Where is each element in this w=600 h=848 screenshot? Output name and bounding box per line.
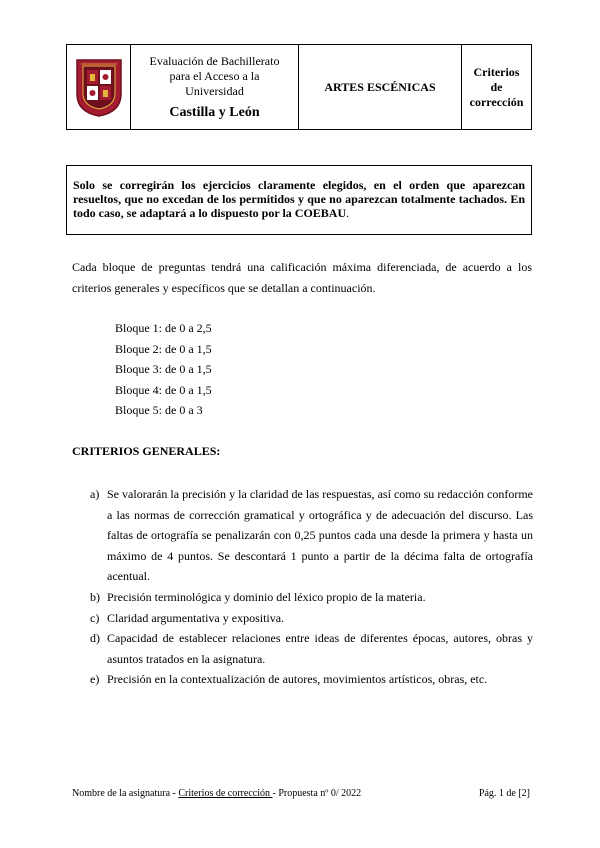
general-criteria-title: CRITERIOS GENERALES: <box>72 444 221 458</box>
block-score-item: Bloque 1: de 0 a 2,5 <box>115 321 212 335</box>
criteria-letter: d) <box>90 631 100 646</box>
block-score-item: Bloque 4: de 0 a 1,5 <box>115 382 212 397</box>
exam-title: Evaluación de Bachillerato para el Acceso a la Universidad <box>149 54 280 98</box>
criteria-text: Claridad argumentativa y expositiva. <box>107 610 285 625</box>
footer-prefix: Nombre de la asignatura - <box>72 788 179 799</box>
doc-type-cell <box>462 45 531 129</box>
doc-type: Criterios de corrección <box>469 64 524 109</box>
criteria-text: Capacidad de establecer relaciones entre ideas de diferentes épocas, autores, obras y asuntos tratados en la asignatura. <box>107 631 533 666</box>
criteria-item <box>90 484 533 587</box>
criteria-item <box>90 628 533 669</box>
block-score-list <box>115 318 212 421</box>
criteria-letter: c) <box>90 610 100 625</box>
block-score-item: Bloque 2: de 0 a 1,5 <box>115 341 212 356</box>
footer-criteria-link[interactable]: Criterios de corrección <box>178 788 273 799</box>
criteria-item <box>90 608 533 629</box>
criteria-item <box>90 669 533 690</box>
exam-title-cell <box>131 45 299 129</box>
footer-left <box>72 788 361 799</box>
criteria-letter: e) <box>90 672 100 687</box>
correction-notice <box>66 165 532 235</box>
notice-end: . <box>346 206 350 220</box>
page-number: Pág. 1 de [2] <box>478 788 530 799</box>
university-seal-logo <box>73 56 125 118</box>
block-score-item: Bloque 3: de 0 a 1,5 <box>115 362 212 376</box>
notice-text: Solo se corregirán los ejercicios claramente elegidos, en el orden que aparezcan resueltos, que no excedan de los permitidos y que no aparezcan totalmente tachados. En todo caso, se adaptará a lo dispuesto por la COEBAU <box>73 178 525 220</box>
criteria-text: Precisión terminológica y dominio del léxico propio de la materia. <box>107 589 426 604</box>
subject-name: ARTES ESCÉNICAS <box>324 79 436 94</box>
criteria-letter: a) <box>90 487 100 501</box>
page-footer <box>72 788 542 799</box>
footer-suffix: - Propuesta nº 0/ 2022 <box>272 788 362 799</box>
criteria-text: Se valorarán la precisión y la claridad de las respuestas, así como su redacción conforme a las normas de corrección gramatical y ortográfica y de adecuación del discurso. Las faltas de ortografía se penalizarán con 0,25 puntos cada una desde la primera y hasta un máximo de 4 puntos. Se descontará 1 punto a partir de la décima falta de ortografía acentual. <box>107 487 533 584</box>
criteria-text: Precisión en la contextualización de autores, movimientos artísticos, obras, etc. <box>107 672 488 687</box>
criteria-letter: b) <box>90 589 100 604</box>
intro-paragraph: Cada bloque de preguntas tendrá una calificación máxima diferenciada, de acuerdo a los criterios generales y específicos que se detallan a continuación. <box>72 260 532 295</box>
block-score-item: Bloque 5: de 0 a 3 <box>115 403 203 417</box>
header-table <box>66 44 532 130</box>
logo-cell <box>67 45 131 129</box>
criteria-item <box>90 587 533 608</box>
region-name: Castilla y León <box>169 105 260 120</box>
general-criteria-list <box>90 484 533 690</box>
subject-cell <box>299 45 462 129</box>
